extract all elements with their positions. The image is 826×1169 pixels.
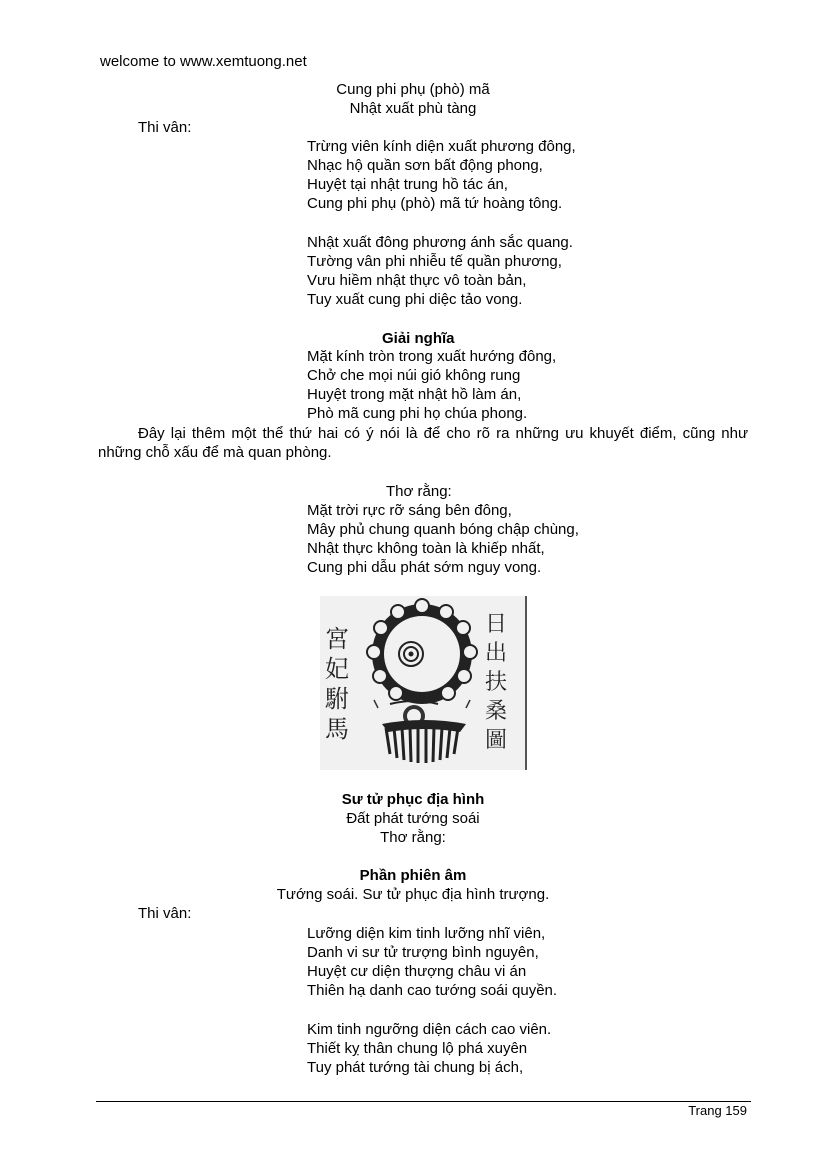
thi-van-label: Thi vân: bbox=[138, 119, 192, 136]
label-nhat-xuat-phu-tang-do: 日 出 扶 桑 圖 bbox=[484, 612, 507, 753]
poem-line: Vưu hiềm nhật thực vô toàn bản, bbox=[307, 272, 527, 289]
label-cung-phi-phu-ma: 宮 妃 駙 馬 bbox=[325, 625, 349, 743]
poem-line: Kim tinh ngưỡng diện cách cao viên. bbox=[307, 1021, 552, 1038]
poem-line: Chở che mọi núi gió không rung bbox=[307, 367, 521, 384]
site-header: welcome to www.xemtuong.net bbox=[100, 53, 307, 70]
poem-line: Mặt kính tròn trong xuất hướng đông, bbox=[307, 348, 557, 365]
section2-title: Sư tử phục địa hình bbox=[341, 791, 485, 808]
feng-shui-diagram bbox=[320, 596, 527, 770]
poem-line: Cung phi dẫu phát sớm nguy vong. bbox=[307, 559, 542, 576]
giai-nghia-block bbox=[307, 347, 556, 423]
section-title-line-2: Nhật xuất phù tàng bbox=[349, 100, 477, 117]
poem-line: Nhạc hộ quần sơn bất động phong, bbox=[307, 157, 543, 174]
poem-line: Tuy phát tướng tài chung bị ách, bbox=[307, 1059, 524, 1076]
page-number: Trang 159 bbox=[688, 1103, 747, 1118]
poem-line: Thiên hạ danh cao tướng soái quyền. bbox=[307, 982, 558, 999]
poem-line: Nhật xuất đông phương ánh sắc quang. bbox=[307, 234, 573, 251]
poem-line: Cung phi phụ (phò) mã tứ hoàng tông. bbox=[307, 195, 563, 212]
section2-poem-block-1 bbox=[307, 924, 557, 1000]
giai-nghia-heading: Giải nghĩa bbox=[382, 330, 455, 347]
phien-am-line: Tướng soái. Sư tử phục địa hình trượng. bbox=[276, 886, 550, 903]
poem-line: Trừng viên kính diện xuất phương đông, bbox=[307, 138, 576, 155]
explanation-paragraph: Đây lại thêm một thể thứ hai có ý nói là để cho rõ ra những ưu khuyết điểm, cũng như những chỗ xấu để mà quan phòng. bbox=[98, 425, 748, 461]
poem-line: Lưỡng diện kim tinh lưỡng nhĩ viên, bbox=[307, 925, 546, 942]
poem-line: Thiết kỵ thân chung lộ phá xuyên bbox=[307, 1040, 528, 1057]
poem-block-3 bbox=[307, 501, 579, 577]
poem-block-1 bbox=[307, 137, 576, 213]
poem-line: Mặt trời rực rỡ sáng bên đông, bbox=[307, 502, 512, 519]
poem-block-2 bbox=[307, 233, 573, 309]
footer-rule bbox=[96, 1101, 751, 1102]
poem-line: Tường vân phi nhiễu tế quần phương, bbox=[307, 253, 562, 270]
section2-poem-block-2 bbox=[307, 1020, 551, 1077]
section2-thi-van-label: Thi vân: bbox=[138, 905, 192, 922]
poem-line: Danh vi sư tử trượng bình nguyên, bbox=[307, 944, 539, 961]
tho-rang-label: Thơ rằng: bbox=[386, 483, 452, 500]
poem-line: Nhật thực không toàn là khiếp nhất, bbox=[307, 540, 545, 557]
section2-subtitle: Đất phát tướng soái bbox=[346, 810, 480, 827]
section2-tho-rang: Thơ rằng: bbox=[380, 829, 446, 846]
poem-line: Huyệt tại nhật trung hồ tác án, bbox=[307, 176, 508, 193]
poem-line: Huyệt cư diện thượng châu vi án bbox=[307, 963, 527, 980]
poem-line: Mây phủ chung quanh bóng chập chùng, bbox=[307, 521, 579, 538]
poem-line: Phò mã cung phi họ chúa phong. bbox=[307, 405, 528, 422]
phien-am-heading: Phần phiên âm bbox=[359, 867, 467, 884]
poem-line: Tuy xuất cung phi diệc tảo vong. bbox=[307, 291, 523, 308]
section-title-line-1: Cung phi phụ (phò) mã bbox=[336, 81, 490, 98]
poem-line: Huyệt trong mặt nhật hồ làm án, bbox=[307, 386, 522, 403]
